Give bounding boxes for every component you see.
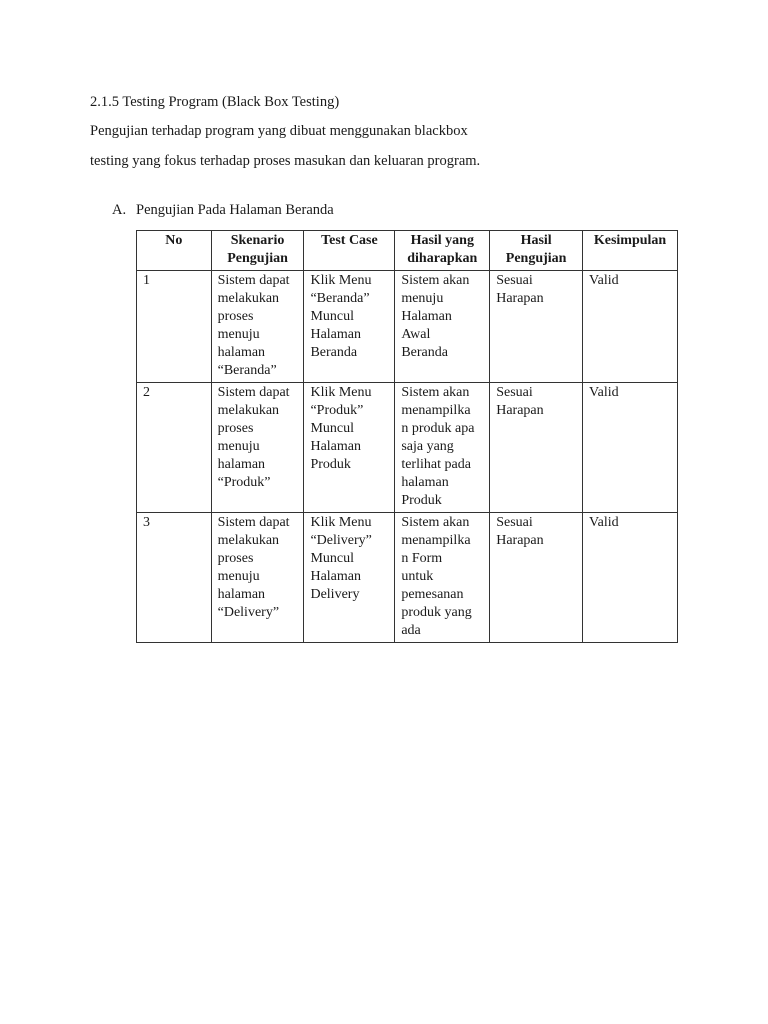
cell-hasil-pengujian: Sesuai Harapan (490, 271, 583, 383)
subsection-title: Pengujian Pada Halaman Beranda (136, 202, 334, 218)
table-row (137, 383, 678, 513)
header-test-case: Test Case (304, 231, 395, 271)
cell-hasil-diharapkan: Sistem akan menampilka n produk apa saja yang terlihat pada halaman Produk (395, 383, 490, 513)
cell-test-case: Klik Menu “Beranda” Muncul Halaman Beranda (304, 271, 395, 383)
table-row (137, 513, 678, 643)
cell-kesimpulan: Valid (583, 383, 678, 513)
table-row (137, 271, 678, 383)
cell-no: 1 (137, 271, 212, 383)
header-hasil-diharapkan: Hasil yang diharapkan (395, 231, 490, 271)
table-header-row (137, 231, 678, 271)
section-heading: 2.1.5 Testing Program (Black Box Testing) (90, 94, 340, 110)
cell-kesimpulan: Valid (583, 271, 678, 383)
cell-skenario: Sistem dapat melakukan proses menuju halaman “Delivery” (211, 513, 304, 643)
cell-hasil-diharapkan: Sistem akan menuju Halaman Awal Beranda (395, 271, 490, 383)
cell-test-case: Klik Menu “Produk” Muncul Halaman Produk (304, 383, 395, 513)
cell-skenario: Sistem dapat melakukan proses menuju halaman “Produk” (211, 383, 304, 513)
cell-skenario: Sistem dapat melakukan proses menuju halaman “Beranda” (211, 271, 304, 383)
header-kesimpulan: Kesimpulan (583, 231, 678, 271)
subsection-heading (112, 202, 334, 219)
cell-test-case: Klik Menu “Delivery” Muncul Halaman Delivery (304, 513, 395, 643)
header-no: No (137, 231, 212, 271)
cell-hasil-pengujian: Sesuai Harapan (490, 383, 583, 513)
cell-hasil-pengujian: Sesuai Harapan (490, 513, 583, 643)
subsection-marker: A. (112, 202, 127, 218)
cell-hasil-diharapkan: Sistem akan menampilka n Form untuk pemesanan produk yang ada (395, 513, 490, 643)
cell-kesimpulan: Valid (583, 513, 678, 643)
header-skenario: Skenario Pengujian (211, 231, 304, 271)
header-hasil-pengujian: Hasil Pengujian (490, 231, 583, 271)
cell-no: 2 (137, 383, 212, 513)
paragraph-line-1: Pengujian terhadap program yang dibuat menggunakan blackbox (90, 123, 468, 139)
cell-no: 3 (137, 513, 212, 643)
test-table (136, 230, 678, 643)
paragraph-line-2: testing yang fokus terhadap proses masukan dan keluaran program. (90, 153, 481, 169)
